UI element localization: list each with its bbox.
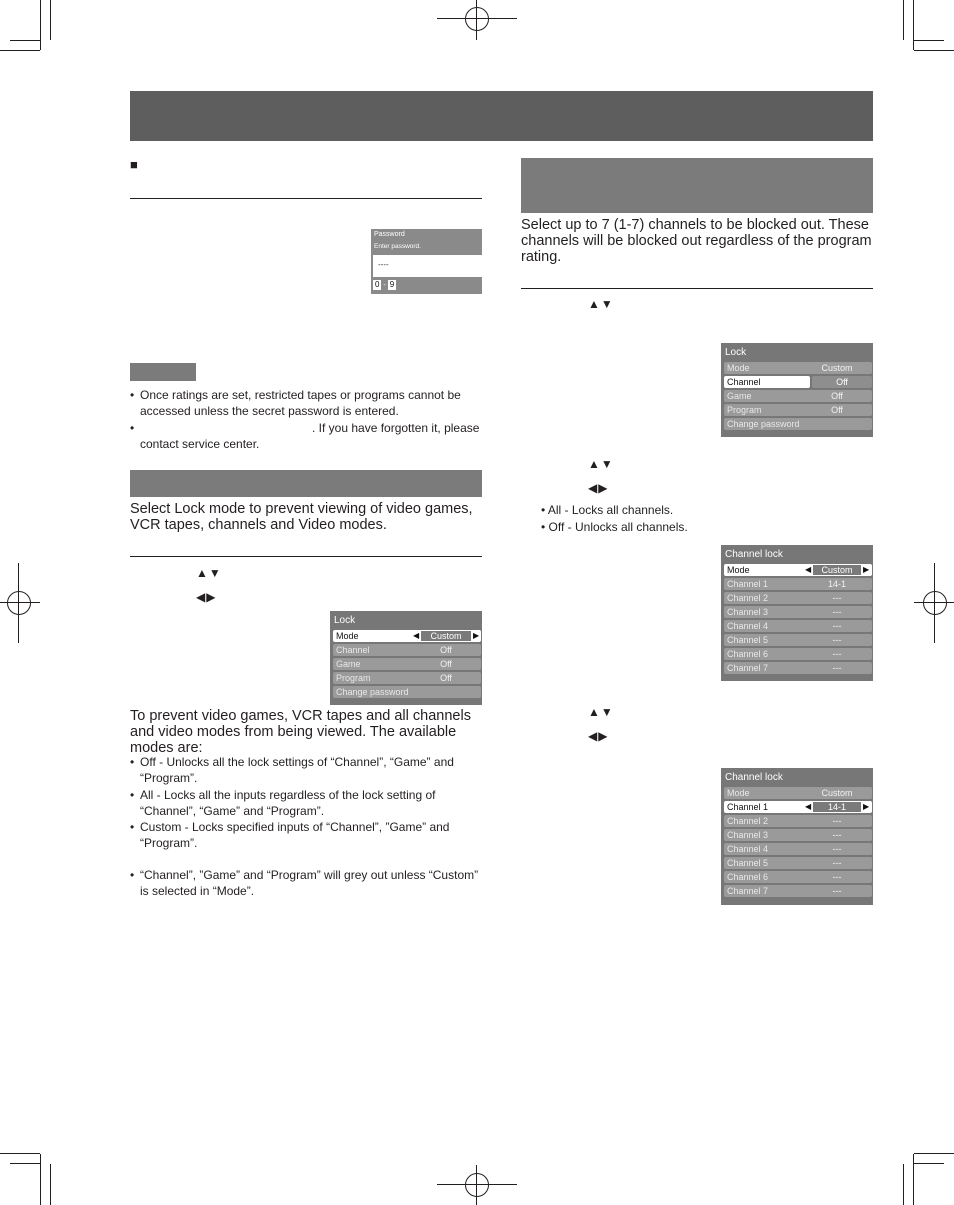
osd-row-value: --- (813, 649, 861, 659)
osd-title: Channel lock (725, 549, 783, 560)
osd-row-value: --- (813, 635, 861, 645)
osd-row-value: Custom (421, 631, 471, 641)
osd-row-label: Channel 7 (727, 663, 769, 673)
option-off: • Off - Unlocks all channels. (541, 520, 688, 534)
up-down-arrows-icon: ▲▼ (196, 566, 222, 580)
osd-row-game[interactable] (333, 658, 481, 670)
osd-row-value: Off (812, 405, 862, 415)
mode-item: • All - Locks all the inputs regardless of the lock setting of “Channel”, “Game” and “Program”. (130, 787, 490, 819)
osd-row-value: Off (812, 391, 862, 401)
osd-row-label: Channel (727, 377, 761, 387)
osd-row-channel[interactable] (333, 644, 481, 656)
option-off-text: Off - Unlocks all channels. (548, 520, 688, 534)
osd-row-label: Channel (336, 645, 370, 655)
osd-row-value: --- (813, 816, 861, 826)
up-down-arrows-icon: ▲▼ (588, 297, 614, 311)
osd-row-mode[interactable] (333, 630, 481, 642)
osd-row-game[interactable] (724, 390, 872, 402)
key-zero: 0 (375, 280, 380, 289)
lock-osd-channel (721, 343, 873, 437)
osd-row-value: --- (813, 621, 861, 631)
osd-row-label: Channel 1 (727, 579, 769, 589)
note-label-box (130, 363, 196, 381)
osd-row-channel-6[interactable] (724, 648, 872, 660)
left-right-arrows-icon: ◀▶ (196, 590, 217, 604)
osd-row-value: Custom (813, 565, 861, 575)
osd-row-label: Channel 1 (727, 802, 769, 812)
osd-row-label: Program (727, 405, 762, 415)
osd-row-label: Channel 5 (727, 635, 769, 645)
lock-mode-description: To prevent video games, VCR tapes and all channels and video modes from being viewed. The available modes are: (130, 708, 471, 756)
right-arrow-icon: ▶ (863, 565, 870, 574)
square-bullet-icon: ■ (130, 157, 138, 172)
osd-row-label: Channel 5 (727, 858, 769, 868)
osd-row-value: 14-1 (813, 579, 861, 589)
osd-row-change-password[interactable] (724, 418, 872, 430)
osd-row-label: Mode (336, 631, 359, 641)
osd-row-channel-3[interactable] (724, 606, 872, 618)
osd-row-channel-4[interactable] (724, 620, 872, 632)
osd-row-value: --- (813, 858, 861, 868)
osd-row-value: --- (813, 886, 861, 896)
osd-row-value: --- (813, 663, 861, 673)
page-header-banner (130, 91, 873, 141)
osd-row-label: Channel 6 (727, 872, 769, 882)
left-arrow-icon: ◀ (413, 631, 420, 640)
osd-row-value: Off (421, 659, 471, 669)
up-down-arrows-icon: ▲▼ (588, 457, 614, 471)
osd-row-channel-1[interactable] (724, 578, 872, 590)
channel-lock-heading-bar (521, 158, 873, 213)
osd-row-label: Channel 3 (727, 830, 769, 840)
osd-row-value: --- (813, 844, 861, 854)
note-item (130, 420, 490, 452)
osd-row-label: Mode (727, 363, 750, 373)
osd-row-channel-2[interactable] (724, 592, 872, 604)
osd-row-channel-1[interactable] (724, 801, 872, 813)
osd-title: Channel lock (725, 772, 783, 783)
left-right-arrows-icon: ◀▶ (588, 729, 609, 743)
osd-row-value: --- (813, 607, 861, 617)
osd-row-value: Custom (813, 788, 861, 798)
mode-item: • Custom - Locks specified inputs of “Channel”, ”Game” and “Program”. (130, 819, 490, 851)
osd-row-label: Channel 4 (727, 621, 769, 631)
osd-row-label: Channel 7 (727, 886, 769, 896)
osd-row-value: --- (813, 830, 861, 840)
key-separator: - (383, 282, 386, 289)
osd-row-label: Game (336, 659, 361, 669)
osd-title: Lock (334, 615, 356, 626)
osd-row-mode[interactable] (724, 564, 872, 576)
osd-row-label: Channel 6 (727, 649, 769, 659)
osd-row-channel-7[interactable] (724, 885, 872, 897)
osd-row-label: Channel 4 (727, 844, 769, 854)
left-arrow-icon: ◀ (805, 565, 812, 574)
section-rule (130, 198, 482, 199)
osd-row-label: Channel 2 (727, 816, 769, 826)
osd-row-value: Custom (812, 363, 862, 373)
osd-row-value: 14-1 (813, 802, 861, 812)
osd-row-mode[interactable] (724, 362, 872, 374)
grey-out-note: • “Channel”, ”Game” and “Program” will grey out unless “Custom” is selected in “Mode”. (130, 867, 490, 899)
password-key-hint (373, 280, 396, 290)
section-rule (521, 288, 873, 289)
password-entry-field[interactable] (373, 255, 482, 277)
osd-row-channel-5[interactable] (724, 857, 872, 869)
channel-lock-intro: Select up to 7 (1-7) channels to be blocked out. These channels will be blocked out regardless of the program rating. (521, 217, 872, 265)
osd-row-channel-6[interactable] (724, 871, 872, 883)
lock-osd-mode (330, 611, 482, 705)
osd-row-label: Mode (727, 565, 750, 575)
option-all-text: All - Locks all channels. (547, 503, 674, 517)
left-right-arrows-icon: ◀▶ (588, 481, 609, 495)
password-entry-value: ---- (378, 260, 389, 269)
lock-mode-heading-bar (130, 470, 482, 497)
channel-lock-osd-channel (721, 768, 873, 905)
osd-row-label: Channel 3 (727, 607, 769, 617)
osd-row-channel[interactable] (724, 376, 810, 388)
option-all: • All - Locks all channels. (541, 503, 674, 517)
note-item: • Once ratings are set, restricted tapes or programs cannot be accessed unless the secret password is entered. (130, 387, 490, 419)
right-arrow-icon: ▶ (473, 631, 480, 640)
osd-row-channel-value: Off (812, 376, 872, 388)
osd-row-label: Mode (727, 788, 750, 798)
osd-row-label: Game (727, 391, 752, 401)
osd-row-value: Off (421, 645, 471, 655)
osd-row-channel-3[interactable] (724, 829, 872, 841)
password-osd (371, 229, 482, 294)
section-rule (130, 556, 482, 557)
osd-row-value: --- (813, 593, 861, 603)
osd-row-mode[interactable] (724, 787, 872, 799)
osd-row-label: Change password (336, 687, 409, 697)
osd-row-channel-4[interactable] (724, 843, 872, 855)
osd-row-value: Off (421, 673, 471, 683)
up-down-arrows-icon: ▲▼ (588, 705, 614, 719)
note-item-text: . If you have forgotten it, please contact service center. (140, 421, 480, 451)
lock-mode-intro: Select Lock mode to prevent viewing of video games, VCR tapes, channels and Video modes. (130, 501, 473, 533)
password-osd-prompt: Enter password. (374, 243, 421, 250)
mode-item: • Off - Unlocks all the lock settings of “Channel”, “Game” and “Program”. (130, 754, 490, 786)
osd-row-label: Channel 2 (727, 593, 769, 603)
osd-row-channel-2[interactable] (724, 815, 872, 827)
osd-row-label: Change password (727, 419, 800, 429)
osd-row-change-password[interactable] (333, 686, 481, 698)
osd-row-program[interactable] (724, 404, 872, 416)
osd-row-value: --- (813, 872, 861, 882)
channel-lock-osd-mode (721, 545, 873, 681)
osd-row-program[interactable] (333, 672, 481, 684)
osd-row-channel-7[interactable] (724, 662, 872, 674)
password-osd-title: Password (374, 231, 405, 238)
osd-row-label: Program (336, 673, 371, 683)
osd-row-channel-5[interactable] (724, 634, 872, 646)
right-arrow-icon: ▶ (863, 802, 870, 811)
key-nine: 9 (389, 280, 395, 289)
left-arrow-icon: ◀ (805, 802, 812, 811)
osd-title: Lock (725, 347, 747, 358)
